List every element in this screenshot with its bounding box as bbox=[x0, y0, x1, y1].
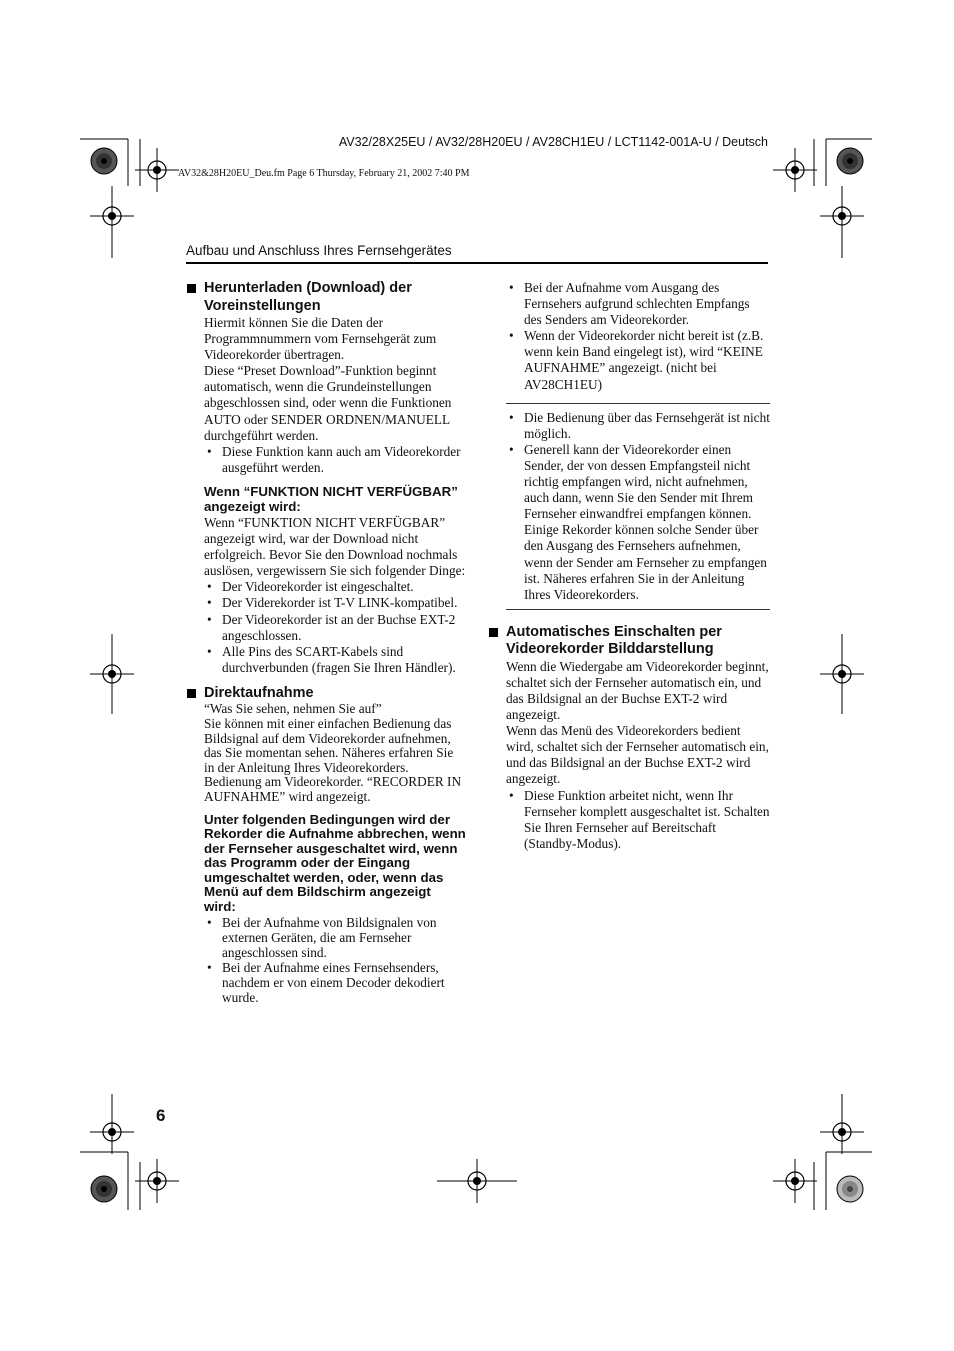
page-number: 6 bbox=[156, 1106, 166, 1125]
square-bullet-icon bbox=[187, 689, 196, 698]
list-item: • Der Videorekorder ist an der Buchse EXT-2 angeschlossen. bbox=[207, 611, 456, 643]
list-item: • Bei der Aufnahme eines Fernsehsenders, nachdem er von einem Decoder dekodiert wurde. bbox=[207, 960, 445, 1006]
registration-target-icon bbox=[773, 148, 817, 192]
list-item: • Alle Pins des SCART-Kabels sind durchverbunden (fragen Sie Ihren Händler). bbox=[207, 643, 456, 675]
right-column bbox=[488, 280, 770, 852]
section-header: Aufbau und Anschluss Ihres Fernsehgerätes bbox=[186, 243, 452, 258]
not-available-heading: Wenn “FUNKTION NICHT VERFÜGBAR” angezeigt wird: bbox=[204, 483, 458, 514]
note-box bbox=[506, 403, 770, 610]
continued-bullets bbox=[488, 280, 770, 393]
color-target-icon bbox=[91, 148, 117, 174]
list-item: • Diese Funktion arbeitet nicht, wenn Ihr Fernseher komplett ausgeschaltet ist. Schalten Sie Ihren Fernseher auf Bereitschaft (Standby-Modus). bbox=[509, 787, 770, 851]
auto-heading: Automatisches Einschalten per Videorekorder Bilddarstellung bbox=[488, 624, 770, 659]
auto-section bbox=[488, 659, 770, 852]
list-item: • Generell kann der Videorekorder einen Sender, der von dessen Empfangsteil nicht richtig empfangen wird, nicht aufnehmen, auch dann, wenn Sie den Sender mit Ihrem Fernseher einwandfrei empfangen können. Einige Rekorder können solche Sender über den Ausgang des Fernsehers aufnehmen, wenn der Sender am Fernseher zu empfangen ist. Näheres erfahren Sie in der Anleitung Ihres Videorekorders. bbox=[509, 441, 767, 602]
color-target-icon bbox=[837, 1176, 863, 1202]
square-bullet-icon bbox=[489, 628, 498, 637]
model-line: AV32/28X25EU / AV32/28H20EU / AV28CH1EU / LCT1142-001A-U / Deutsch bbox=[338, 135, 768, 149]
list-item: • Bei der Aufnahme vom Ausgang des Fernsehers aufgrund schlechten Empfangs des Senders am Videorekorder. bbox=[509, 280, 750, 328]
file-info: AV32&28H20EU_Deu.fm Page 6 Thursday, February 21, 2002 7:40 PM bbox=[178, 168, 470, 179]
auto-body: Wenn die Wiedergabe am Videorekorder beginnt, schaltet sich der Fernseher automatisch ein, und das Bildsignal an der Buchse EXT-2 wird angezeigt. Wenn das Menü des Videorekorders bedient wird, schaltet sich der Fernseher automatisch ein, und das Bildsignal an der Buchse EXT-2 wird angezeigt. bbox=[506, 658, 769, 787]
registration-target-icon bbox=[773, 1159, 817, 1203]
download-heading: Herunterladen (Download) der Voreinstellungen bbox=[186, 280, 466, 315]
direct-section bbox=[186, 702, 466, 1005]
registration-target-icon bbox=[135, 148, 179, 192]
header-rule bbox=[186, 262, 768, 264]
square-bullet-icon bbox=[187, 284, 196, 293]
list-item: • Bei der Aufnahme von Bildsignalen von externen Geräten, die am Fernseher angeschlossen sind. bbox=[207, 915, 437, 961]
not-available-body: Wenn “FUNKTION NICHT VERFÜGBAR” angezeigt wird, war der Download nicht erfolgreich. Bevor Sie den Download nochmals auslösen, vergewissern Sie sich folgender Dinge: bbox=[204, 514, 466, 579]
download-section bbox=[186, 315, 466, 676]
registration-target-icon bbox=[135, 1159, 179, 1203]
auto-bullets bbox=[506, 788, 770, 852]
check-list bbox=[204, 579, 466, 676]
list-item: • Der Videorekorder ist eingeschaltet. bbox=[207, 579, 414, 595]
direct-body: “Was Sie sehen, nehmen Sie auf” Sie können mit einer einfachen Bedienung das Bildsignal auf dem Videorekorder aufnehmen, das Sie momentan sehen. Näheres erfahren Sie in der Anleitung Ihres Videorekorders. Bedienung am Videorekorder. “RECORDER IN AUFNAHME” wird angezeigt. bbox=[204, 701, 462, 804]
color-target-icon bbox=[837, 148, 863, 174]
color-target-icon bbox=[91, 1176, 117, 1202]
abort-conditions-heading: Unter folgenden Bedingungen wird der Rekorder die Aufnahme abbrechen, wenn der Fernseher ausgeschaltet wird, wenn das Programm oder der Eingang umgeschaltet werden, oder, wenn das Menü auf dem Bildschirm angezeigt wird: bbox=[204, 811, 466, 914]
list-item: • Wenn der Videorekorder nicht bereit ist (z.B. wenn kein Band eingelegt ist), wird “KEINE AUFNAHME” angezeigt. (nicht bei AV28CH1EU) bbox=[509, 328, 764, 392]
list-item: • Die Bedienung über das Fernsehgerät ist nicht möglich. bbox=[509, 409, 770, 441]
download-bullets bbox=[204, 444, 466, 476]
list-item: • Der Viderekorder ist T-V LINK-kompatibel. bbox=[207, 595, 458, 611]
note-bullets bbox=[506, 410, 770, 603]
abort-list bbox=[204, 915, 466, 1005]
left-column bbox=[186, 280, 466, 1005]
direct-heading: Direktaufnahme bbox=[186, 685, 466, 703]
download-body: Hiermit können Sie die Daten der Programmnummern vom Fernsehgerät zum Videorekorder übertragen. Diese “Preset Download”-Funktion beginnt automatisch, wenn die Grundeinstellungen abgeschlossen sind, oder wenn die Funktionen AUTO oder SENDER ORDNEN/MANUELL durchgeführt werden. bbox=[204, 315, 452, 443]
list-item: • Diese Funktion kann auch am Videorekorder ausgeführt werden. bbox=[207, 443, 461, 475]
